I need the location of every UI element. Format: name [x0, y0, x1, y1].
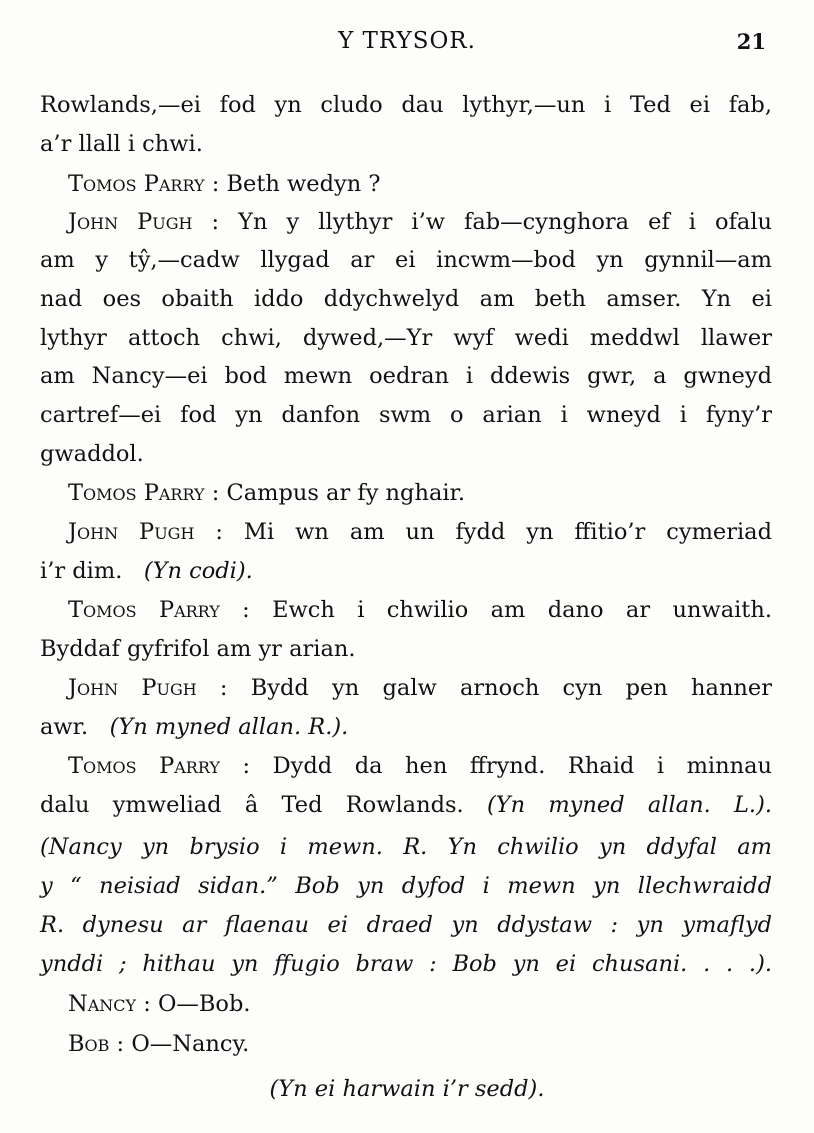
dialogue-line — [68, 518, 772, 546]
text-line: a’r llall i chwi. — [40, 131, 203, 157]
stage-direction: ynddi ; hithau yn ffugio braw : Bob yn ei chusani. . . .). — [40, 951, 772, 977]
speech-text: O—Nancy. — [131, 1031, 250, 1057]
speech-text: Beth wedyn ? — [226, 171, 381, 197]
stage-direction: (Nancy yn brysio i mewn. R. Yn chwilio yn ddyfal am — [40, 834, 772, 860]
stage-direction-line — [40, 833, 772, 861]
stage-direction: y “ neisiad sidan.” Bob yn dyfod i mewn yn llechwraidd — [40, 873, 772, 899]
speaker-name: John Pugh : — [68, 519, 223, 545]
text-line: Byddaf gyfrifol am yr arian. — [40, 636, 356, 662]
text-line: nad oes obaith iddo ddychwelyd am beth amser. Yn ei — [40, 286, 772, 312]
text-line: am Nancy—ei bod mewn oedran i ddewis gwr, a gwneyd — [40, 363, 772, 389]
speech-text: i’r dim. — [40, 558, 123, 584]
text-line — [40, 557, 253, 585]
stage-direction: R. dynesu ar flaenau ei draed yn ddystaw : yn ymaflyd — [40, 912, 772, 938]
stage-direction-line — [40, 911, 772, 939]
stage-direction: (Yn ei harwain i’r sedd). — [269, 1076, 545, 1102]
text-line: gwaddol. — [40, 441, 144, 467]
stage-direction-line — [40, 950, 772, 978]
speaker-name: Nancy : — [68, 991, 151, 1017]
speech-text: awr. — [40, 714, 89, 740]
speaker-name: Bob : — [68, 1031, 125, 1057]
running-header: Y TRYSOR. — [338, 28, 476, 54]
text-line: lythyr attoch chwi, dywed,—Yr wyf wedi meddwl llawer — [40, 325, 772, 351]
speech-text: Mi wn am un fydd yn ffitio’r cymeriad — [243, 519, 772, 545]
speech-text: Dydd da hen ffrynd. Rhaid i minnau — [272, 753, 772, 779]
dialogue-line — [68, 170, 772, 198]
stage-direction: (Yn myned allan. L.). — [486, 792, 772, 818]
speech-text: Campus ar fy nghair. — [226, 480, 465, 506]
speech-text: Yn y llythyr i’w fab—cynghora ef i ofalu — [238, 209, 773, 235]
stage-direction-line — [40, 872, 772, 900]
speaker-name: Tomos Parry : — [68, 171, 220, 197]
speaker-name: John Pugh : — [68, 209, 220, 235]
speaker-name: Tomos Parry : — [68, 597, 250, 623]
speech-text: Bydd yn galw arnoch cyn pen hanner — [250, 675, 772, 701]
text-line: am y tŷ,—cadw llygad ar ei incwm—bod yn gynnil—am — [40, 247, 772, 273]
text-line: Rowlands,—ei fod yn cludo dau lythyr,—un i Ted ei fab, — [40, 92, 772, 118]
stage-direction: (Yn myned allan. R.). — [109, 714, 349, 740]
speech-text: O—Bob. — [157, 991, 251, 1017]
speaker-name: Tomos Parry : — [68, 480, 220, 506]
dialogue-line — [68, 596, 772, 624]
stage-direction-line — [0, 1075, 814, 1103]
speaker-name: Tomos Parry : — [68, 753, 251, 779]
dialogue-line — [68, 752, 772, 780]
dialogue-line — [68, 1030, 772, 1058]
dialogue-line — [68, 674, 772, 702]
speech-text: Ewch i chwilio am dano ar unwaith. — [272, 597, 772, 623]
text-line: cartref—ei fod yn danfon swm o arian i wneyd i fyny’r — [40, 402, 772, 428]
text-line — [40, 791, 772, 819]
dialogue-line — [68, 990, 772, 1018]
speaker-name: John Pugh : — [68, 675, 228, 701]
dialogue-line — [68, 479, 772, 507]
text-line — [40, 713, 348, 741]
speech-text: dalu ymweliad â Ted Rowlands. — [40, 792, 464, 818]
stage-direction: (Yn codi). — [143, 558, 253, 584]
dialogue-line — [68, 208, 772, 236]
page-number: 21 — [736, 29, 766, 54]
